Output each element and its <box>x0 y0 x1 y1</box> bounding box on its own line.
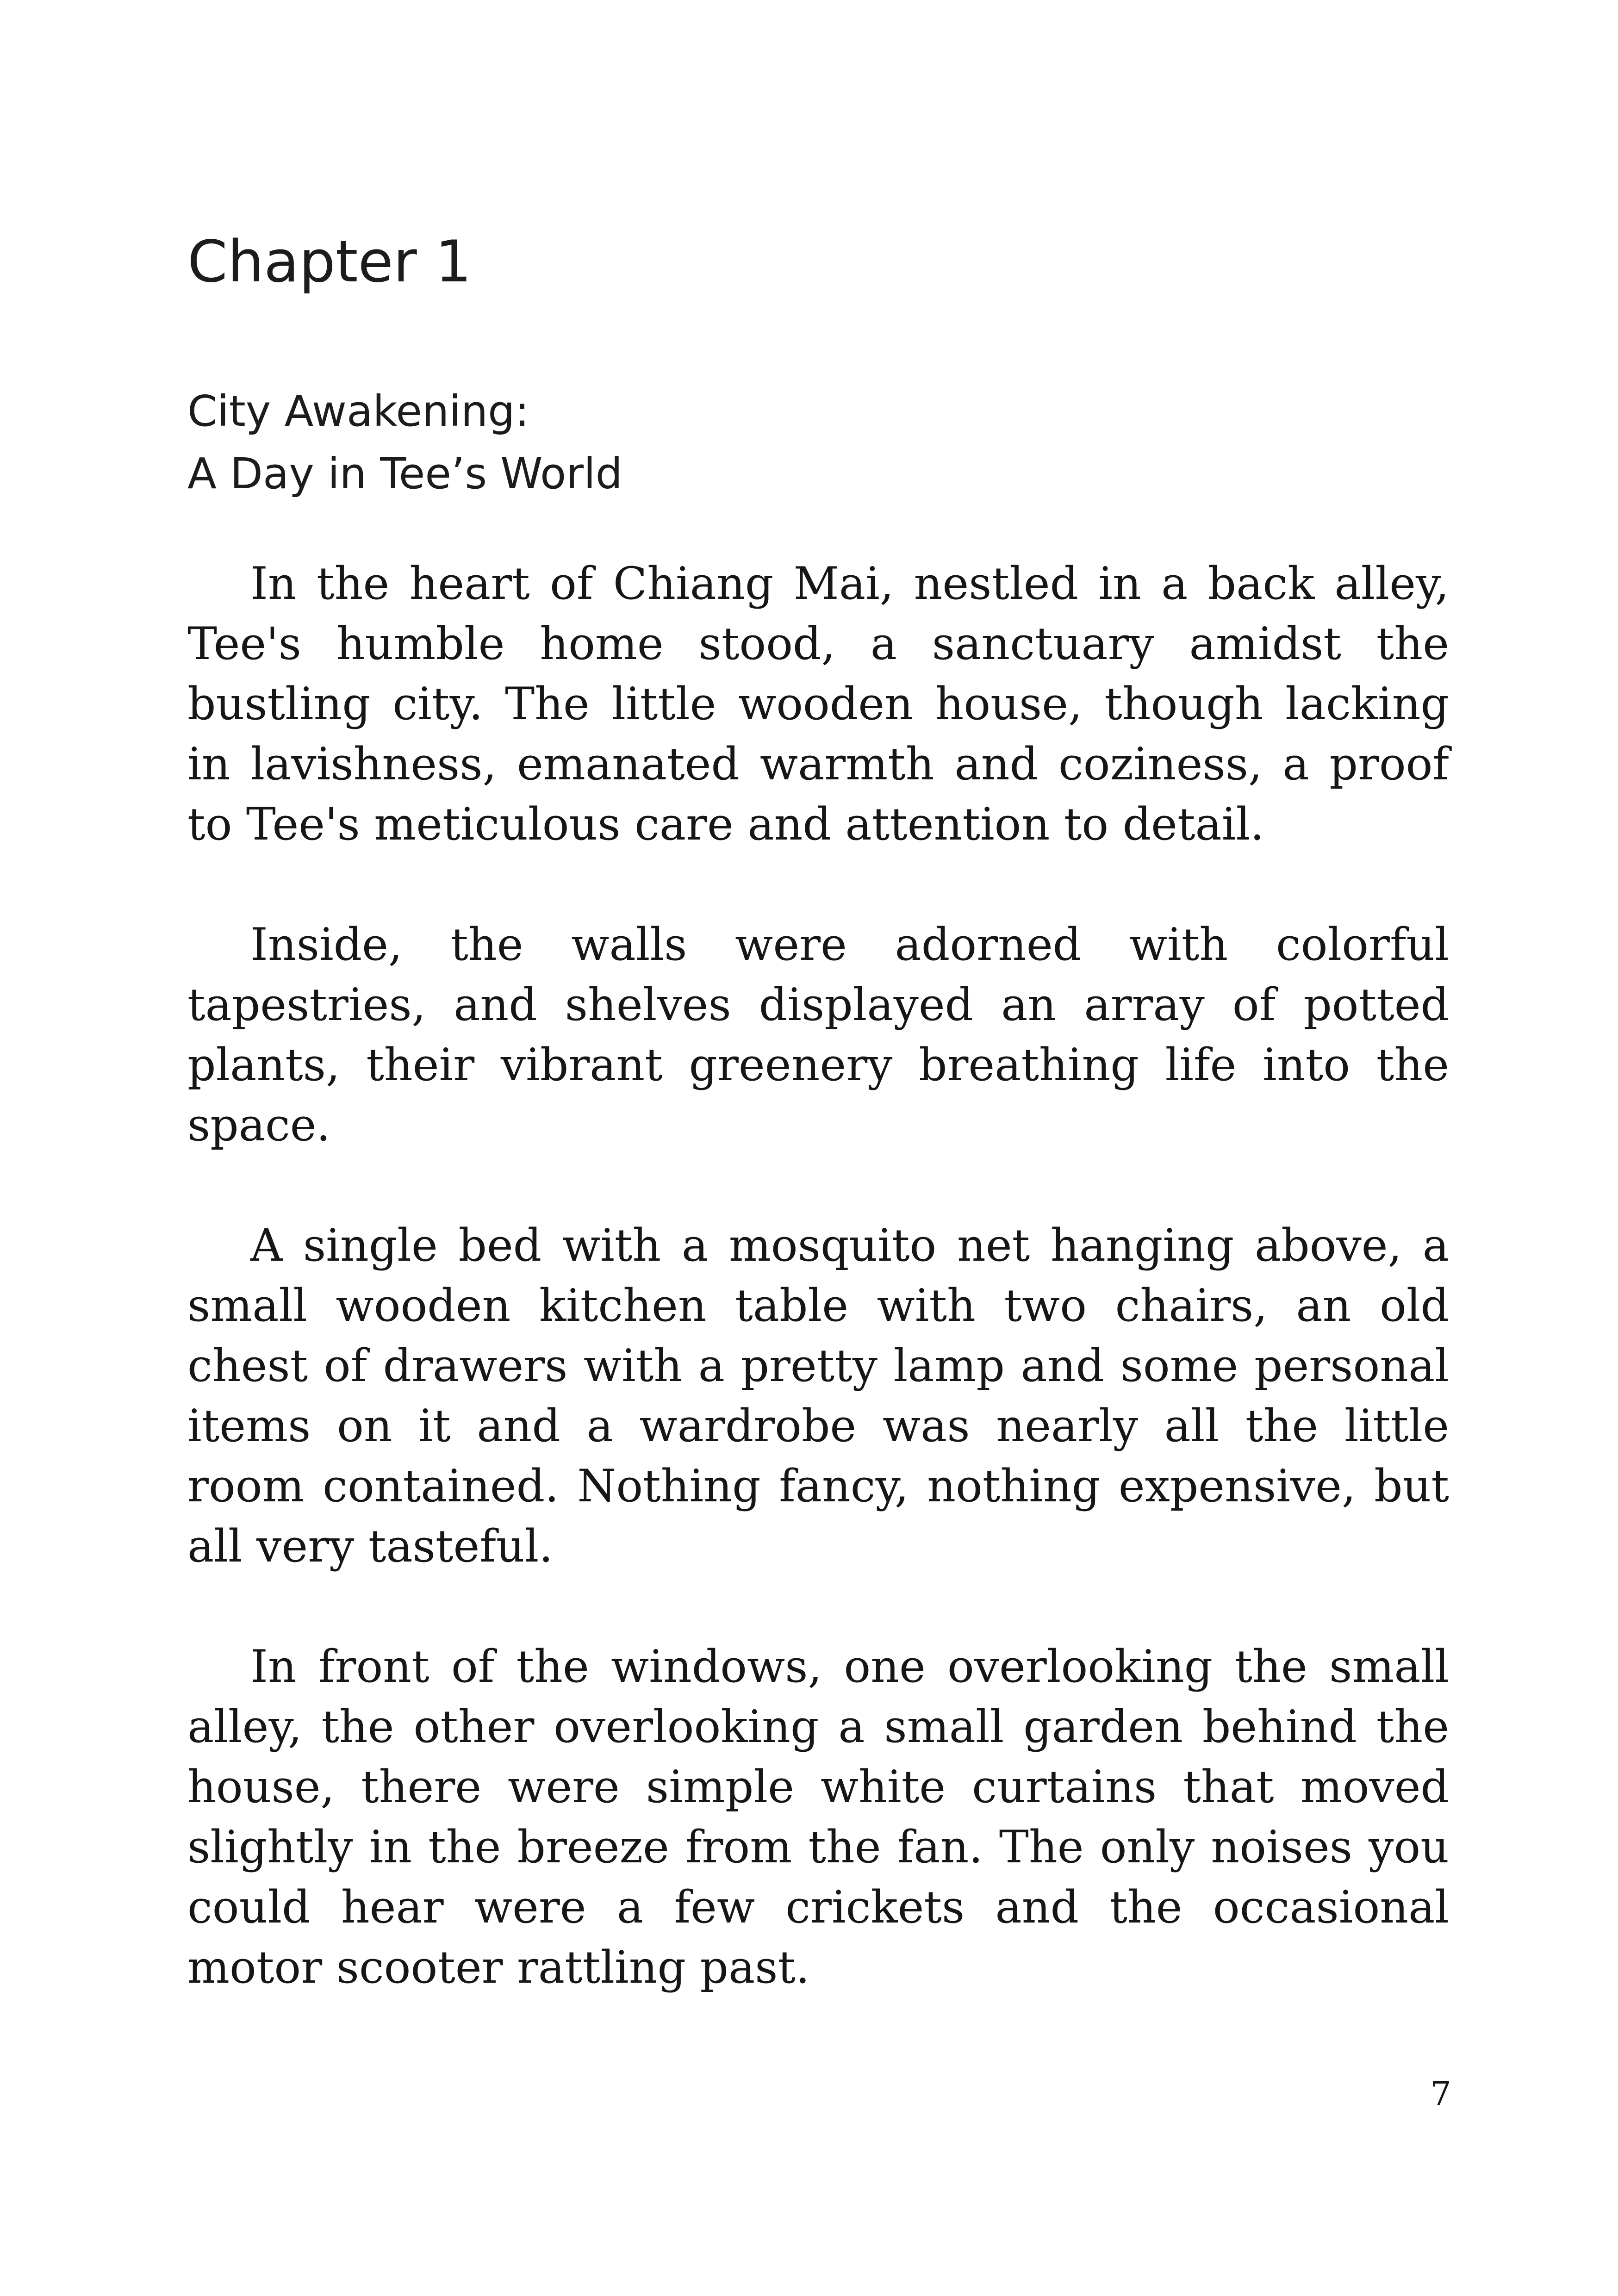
body-paragraph: Inside, the walls were adorned with colorful tapestries, and shelves displayed an array of potted plants, their vibrant greenery breathing life into the space. <box>187 918 1449 1151</box>
chapter-subtitle <box>187 380 1449 505</box>
subtitle-line: City Awakening: <box>187 386 529 436</box>
page-content <box>187 228 1449 2058</box>
page-number: 7 <box>1430 2074 1451 2113</box>
body-paragraph: In the heart of Chiang Mai, nestled in a back alley, Tee's humble home stood, a sanctuary amidst the bustling city. The little wooden house, though lacking in lavishness, emanated warmth and coziness, a proof to Tee's meticulous care and attention to detail. <box>187 557 1449 850</box>
subtitle-line: A Day in Tee’s World <box>187 448 623 498</box>
body-paragraph: In front of the windows, one overlooking the small alley, the other overlooking a small garden behind the house, there were simple white curtains that moved slightly in the breeze from the fan. The only noises you could hear were a few crickets and the occasional motor scooter rattling past. <box>187 1640 1449 1993</box>
chapter-title: Chapter 1 <box>187 229 472 295</box>
body-paragraph: A single bed with a mosquito net hanging above, a small wooden kitchen table with two chairs, an old chest of drawers with a pretty lamp and some personal items on it and a wardrobe was nearly all the little room contained. Nothing fancy, nothing expensive, but all very tasteful. <box>187 1219 1449 1572</box>
